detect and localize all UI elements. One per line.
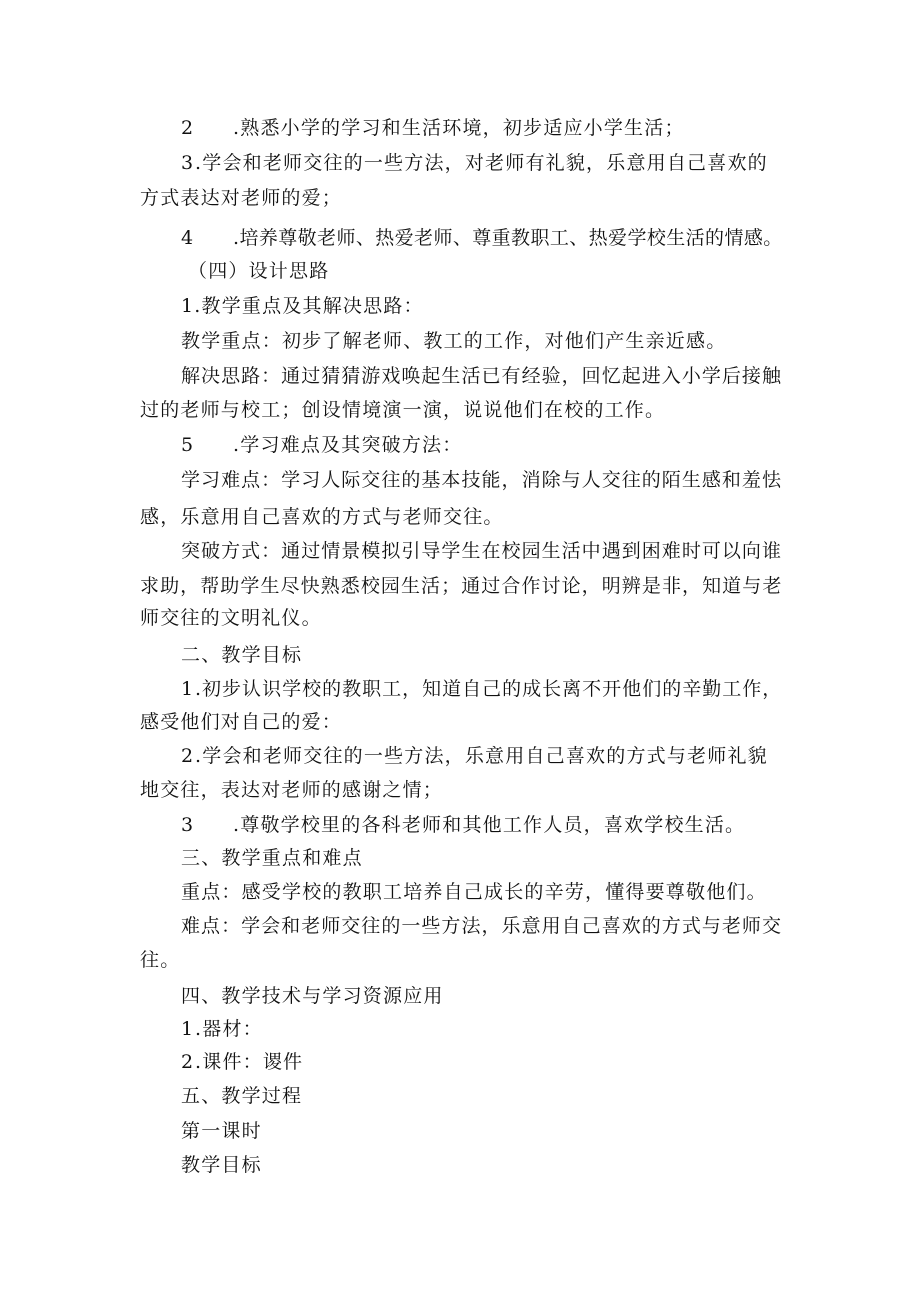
line-text: 师交往的文明礼仪。	[140, 607, 322, 629]
line-text: 学习难点：学习人际交往的基本技能，消除与人交往的陌生感和羞怯	[181, 469, 783, 491]
paragraph-line	[140, 505, 504, 529]
section-heading	[188, 259, 329, 283]
subsection-heading	[181, 1153, 262, 1177]
line-text: 难点：学会和老师交往的一些方法，乐意用自己喜欢的方式与老师交	[181, 915, 783, 937]
paragraph-line	[181, 116, 685, 140]
line-text: .尊敬学校里的各科老师和其他工作人员，喜欢学校生活。	[233, 814, 746, 836]
paragraph-line	[181, 364, 782, 388]
paragraph-line	[181, 539, 782, 563]
paragraph-line	[181, 1017, 263, 1041]
subsection-heading	[181, 1119, 262, 1143]
line-text: 二、教学目标	[181, 644, 303, 666]
line-text: .培养尊敬老师、热爱老师、尊重教职工、热爱学校生活的情感。	[233, 227, 783, 249]
section-heading	[181, 846, 363, 870]
line-text: 五、教学过程	[181, 1085, 303, 1107]
paragraph-line	[181, 813, 745, 837]
line-text: 突破方式：通过情景模拟引导学生在校园生活中遇到困难时可以向谁	[181, 540, 783, 562]
line-text: 第一课时	[181, 1120, 262, 1142]
line-text: 求助，帮助学生尽快熟悉校园生活；通过合作讨论，明辨是非，知道与老	[140, 575, 783, 597]
paragraph-line	[140, 606, 322, 630]
paragraph-line	[181, 744, 768, 768]
line-text: .初步认识学校的教职工，知道自己的成长离不开他们的辛勤工作，	[195, 678, 783, 700]
line-text: .熟悉小学的学习和生活环境，初步适应小学生活；	[233, 117, 685, 139]
section-heading	[181, 643, 302, 667]
paragraph-line	[140, 710, 342, 734]
list-number: 2	[181, 1051, 195, 1073]
paragraph-line	[181, 1050, 303, 1074]
list-number: 1	[181, 678, 195, 700]
paragraph-line	[181, 226, 783, 250]
list-number: 3	[181, 152, 195, 174]
paragraph-line	[140, 398, 665, 422]
line-text: 感，乐意用自己喜欢的方式与老师交往。	[140, 506, 504, 528]
paragraph-line	[140, 186, 342, 210]
paragraph-line	[181, 433, 462, 457]
line-text: 过的老师与校工；创设情境演一演，说说他们在校的工作。	[140, 399, 666, 421]
line-text: 往。	[140, 949, 181, 971]
paragraph-line	[140, 948, 180, 972]
line-text: .学会和老师交往的一些方法，对老师有礼貌，乐意用自己喜欢的	[195, 152, 768, 174]
line-text: 教学重点：初步了解老师、教工的工作，对他们产生亲近感。	[181, 330, 727, 352]
paragraph-line	[140, 574, 782, 598]
line-text: 感受他们对自己的爱：	[140, 711, 343, 733]
paragraph-line	[181, 151, 768, 175]
section-heading	[181, 984, 444, 1008]
list-number: 5	[181, 434, 195, 456]
line-text: .课件：谡件	[195, 1051, 304, 1073]
line-text: 1.教学重点及其解决思路：	[181, 295, 424, 317]
paragraph-line	[181, 880, 767, 904]
line-text: .学习难点及其突破方法：	[233, 434, 463, 456]
paragraph-line	[181, 677, 782, 701]
line-text: 方式表达对老师的爱；	[140, 187, 343, 209]
line-text: 解决思路：通过猜猜游戏唤起生活已有经验，回忆起进入小学后接触	[181, 365, 783, 387]
line-text: .学会和老师交往的一些方法，乐意用自己喜欢的方式与老师礼貌	[195, 745, 768, 767]
line-text: 四、教学技术与学习资源应用	[181, 985, 444, 1007]
line-text: （四）设计思路	[188, 260, 330, 282]
list-number: 3	[181, 814, 195, 836]
section-heading	[181, 1084, 302, 1108]
paragraph-line	[181, 294, 424, 318]
paragraph-line	[181, 468, 782, 492]
paragraph-line	[140, 778, 443, 802]
line-text: 地交往，表达对老师的感谢之情；	[140, 779, 444, 801]
line-text: 教学目标	[181, 1154, 262, 1176]
list-number: 2	[181, 117, 195, 139]
paragraph-line	[181, 329, 726, 353]
list-number: 2	[181, 745, 195, 767]
paragraph-line	[181, 914, 782, 938]
line-text: 三、教学重点和难点	[181, 847, 363, 869]
line-text: 重点：感受学校的教职工培养自己成长的辛劳，懂得要尊敬他们。	[181, 881, 767, 903]
list-number: 1	[181, 1018, 195, 1040]
line-text: .器材：	[195, 1018, 263, 1040]
list-number: 4	[181, 227, 194, 249]
